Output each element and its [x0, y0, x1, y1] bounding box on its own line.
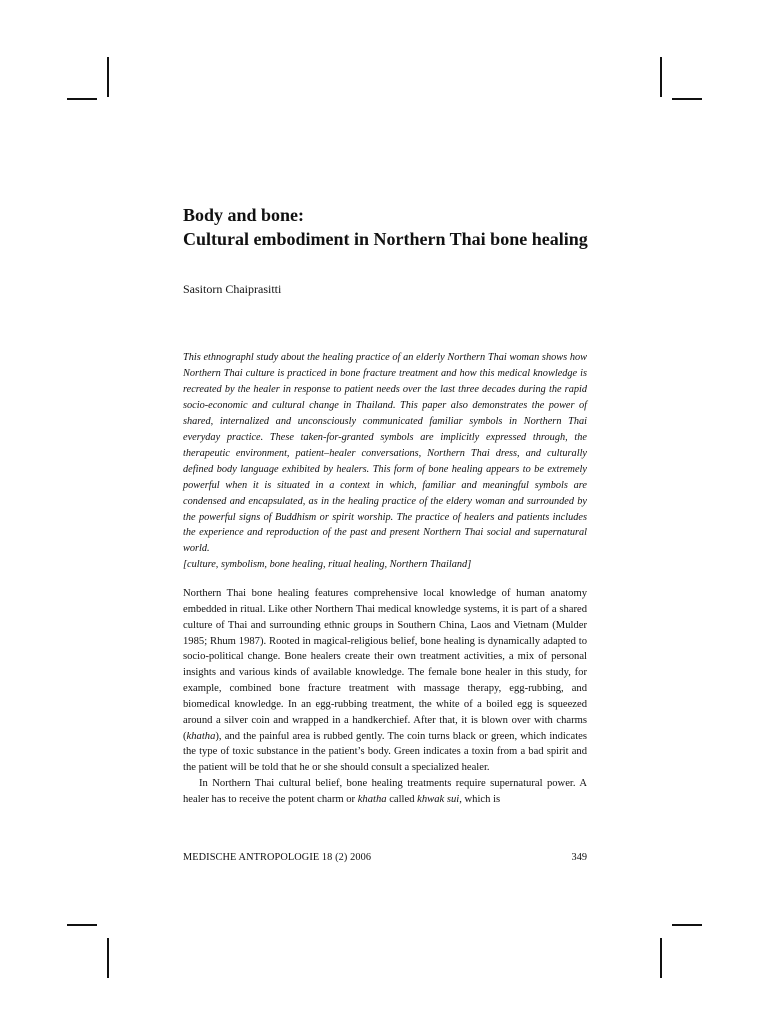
crop-mark-top-right-vertical — [660, 57, 662, 97]
crop-mark-bottom-left-horizontal — [67, 924, 97, 926]
term-khatha-2: khatha — [357, 793, 387, 805]
paragraph-1-part-1: Northern Thai bone healing features comprehensive local knowledge of human anatomy embedded in ritual. Like other Northern Thai medical knowledge systems, it is part of a shared culture of Thai and surrounding ethnic groups in Southern China, Laos and Vietnam (Mulder 1985; Rhum 1987). Rooted in magical-religious belief, bone healing is dynamically adapted to socio-political change. Bone healers create their own treatment activities, a mix of personal insights and various kinds of available knowledge. The female bone healer in this study, for example, combined bone fracture treatment with massage therapy, egg-rubbing, and biomedical knowledge. In an egg-rubbing treatment, the white of a boiled egg is squeezed around a silver coin and wrapped in a handkerchief. After that, it is blown over with charms ( — [183, 588, 587, 742]
paragraph-2-part-2: called — [386, 793, 418, 805]
paragraph-1 — [183, 586, 587, 776]
journal-footer: MEDISCHE ANTROPOLOGIE 18 (2) 2006 — [183, 852, 372, 863]
paragraph-2 — [183, 776, 587, 808]
crop-mark-bottom-left-vertical — [107, 938, 109, 978]
page-number: 349 — [571, 852, 587, 863]
title-line-2: Cultural embodiment in Northern Thai bone healing — [183, 229, 588, 249]
article-title — [183, 203, 603, 251]
crop-mark-bottom-right-horizontal — [672, 924, 702, 926]
crop-mark-top-right-horizontal — [672, 98, 702, 100]
body-text — [183, 586, 587, 808]
paragraph-2-part-1: In Northern Thai cultural belief, bone healing treatments require supernatural power. A healer has to receive the potent charm or — [183, 778, 587, 805]
crop-mark-bottom-right-vertical — [660, 938, 662, 978]
crop-mark-top-left-vertical — [107, 57, 109, 97]
crop-mark-top-left-horizontal — [67, 98, 97, 100]
term-khatha: khatha — [186, 730, 216, 742]
paragraph-2-part-3: , which is — [459, 793, 501, 805]
paragraph-1-part-2: ), and the painful area is rubbed gently. The coin turns black or green, which indicates the type of toxic substance in the patient’s body. Green indicates a toxin from a bad spirit and the patient will be told that he or she should consult a specialized healer. — [183, 730, 587, 774]
author-name: Sasitorn Chaiprasitti — [183, 282, 282, 296]
title-line-1: Body and bone: — [183, 205, 305, 225]
term-khwak-sui: khwak sui — [417, 793, 460, 805]
keywords: [culture, symbolism, bone healing, ritual healing, Northern Thailand] — [183, 559, 472, 570]
abstract: This ethnographl study about the healing practice of an elderly Northern Thai woman shows how Northern Thai culture is practiced in bone fracture treatment and how this medical knowledge is recreated by the healer in response to patient needs over the last three decades during the rapid socio-economic and cultural change in Thailand. This paper also demonstrates the power of shared, internalized and unconsciously communicated familiar symbols in Northern Thai everyday practice. These taken-for-granted symbols are implicitly expressed through, the therapeutic environment, patient–healer conversations, Northern Thai dress, and culturally defined body language exhibited by healers. This form of bone healing appears to be extremely powerful when it is situated in a context in which, familiar and meaningful symbols are condensed and encapsulated, as in the healing practice of the eldery woman and surrounded by the powerful signs of Buddhism or spirit worship. The practice of healers and patients includes the experience and reproduction of the past and present Northern Thai social and supernatural world. — [183, 352, 587, 555]
